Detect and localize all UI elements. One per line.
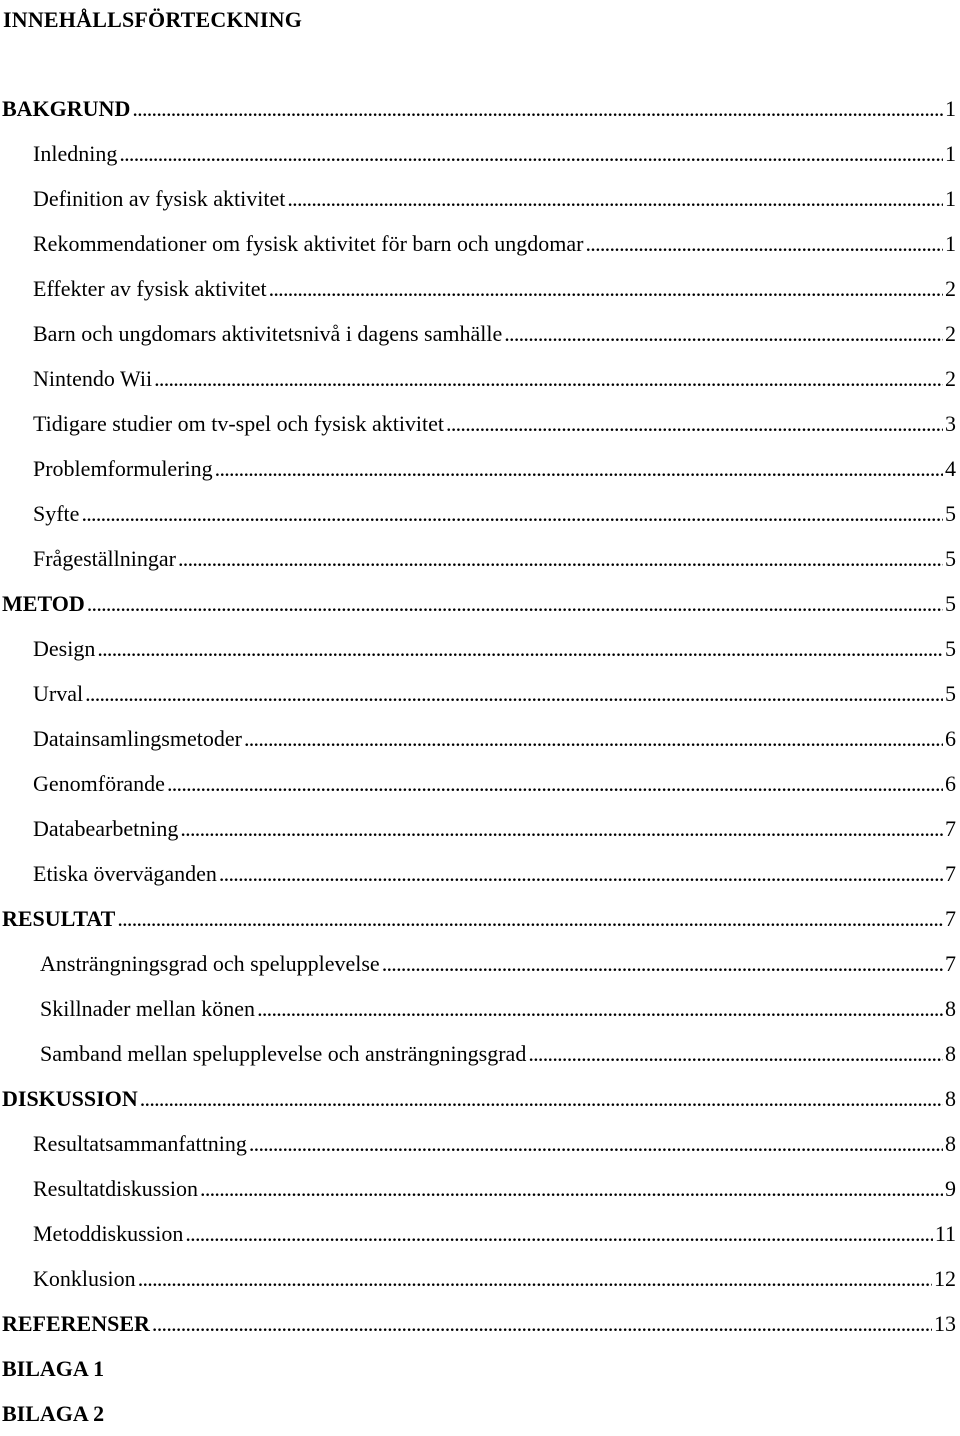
toc-dot-leader bbox=[200, 1166, 943, 1211]
toc-dot-leader bbox=[244, 716, 943, 761]
toc-dot-leader bbox=[138, 1256, 932, 1301]
toc-dot-leader bbox=[528, 1031, 943, 1076]
toc-page-number: 3 bbox=[945, 411, 956, 436]
toc-subsection-entry[interactable] bbox=[0, 806, 960, 851]
toc-dot-leader bbox=[446, 401, 943, 446]
toc-page-number: 5 bbox=[945, 546, 956, 571]
toc-entry-label: Frågeställningar bbox=[33, 546, 176, 571]
toc-entry-label: REFERENSER bbox=[2, 1311, 150, 1336]
toc-subsection-entry[interactable] bbox=[0, 671, 960, 716]
toc-dot-leader bbox=[180, 806, 943, 851]
toc-subsection-entry[interactable] bbox=[0, 1256, 960, 1301]
toc-page-number: 5 bbox=[945, 591, 956, 616]
toc-section-entry[interactable] bbox=[0, 896, 960, 941]
toc-entry-label: Inledning bbox=[33, 141, 118, 166]
toc-page-number: 1 bbox=[945, 141, 956, 166]
toc-dot-leader bbox=[382, 941, 943, 986]
toc-subsection-entry[interactable] bbox=[0, 356, 960, 401]
toc-dot-leader bbox=[167, 761, 943, 806]
toc-page-number: 8 bbox=[945, 1131, 956, 1156]
toc-section-entry[interactable] bbox=[0, 581, 960, 626]
toc-subsection-entry[interactable] bbox=[0, 446, 960, 491]
toc-entry-label: Syfte bbox=[33, 501, 80, 526]
toc-section-entry[interactable] bbox=[0, 1076, 960, 1121]
toc-dot-leader bbox=[287, 176, 943, 221]
toc-entry-label: RESULTAT bbox=[2, 906, 116, 931]
toc-entry-label: Resultatsammanfattning bbox=[33, 1131, 247, 1156]
toc-entry-label: Definition av fysisk aktivitet bbox=[33, 186, 286, 211]
toc-subsection-entry[interactable] bbox=[0, 536, 960, 581]
toc-subsection-entry[interactable] bbox=[0, 716, 960, 761]
toc-page-number: 1 bbox=[945, 96, 956, 121]
toc-dot-leader bbox=[97, 626, 943, 671]
toc-dot-leader bbox=[215, 446, 943, 491]
toc-page-number: 9 bbox=[945, 1176, 956, 1201]
toc-dot-leader bbox=[257, 986, 943, 1031]
toc-page-number: 7 bbox=[945, 951, 956, 976]
toc-section-entry[interactable] bbox=[0, 1346, 960, 1391]
toc-dot-leader bbox=[87, 581, 943, 626]
toc-dot-leader bbox=[117, 896, 943, 941]
toc-subsection-entry[interactable] bbox=[0, 491, 960, 536]
toc-dot-leader bbox=[85, 671, 943, 716]
toc-page-number: 5 bbox=[945, 501, 956, 526]
toc-page-number: 1 bbox=[945, 231, 956, 256]
toc-subsection-entry[interactable] bbox=[0, 176, 960, 221]
toc-entry-label: Metoddiskussion bbox=[33, 1221, 184, 1246]
toc-subsection-entry[interactable] bbox=[0, 221, 960, 266]
toc-subsection-entry[interactable] bbox=[0, 1166, 960, 1211]
toc-entry-label: BILAGA 2 bbox=[2, 1401, 105, 1426]
toc-page-number: 7 bbox=[945, 861, 956, 886]
toc-entry-label: Datainsamlingsmetoder bbox=[33, 726, 242, 751]
toc-entry-label: Resultatdiskussion bbox=[33, 1176, 199, 1201]
toc-dot-leader bbox=[219, 851, 943, 896]
toc-page-number: 6 bbox=[945, 726, 956, 751]
toc-subsection-entry[interactable] bbox=[0, 941, 960, 986]
toc-entry-label: BAKGRUND bbox=[2, 96, 131, 121]
toc-page-number: 7 bbox=[945, 906, 956, 931]
toc-page-number: 6 bbox=[945, 771, 956, 796]
toc-subsection-entry[interactable] bbox=[0, 131, 960, 176]
toc-page-number: 2 bbox=[945, 276, 956, 301]
toc-dot-leader bbox=[132, 86, 943, 131]
toc-entry-label: Effekter av fysisk aktivitet bbox=[33, 276, 267, 301]
toc-entry-label: Genomförande bbox=[33, 771, 165, 796]
toc-entry-label: Konklusion bbox=[33, 1266, 136, 1291]
toc-heading: INNEHÅLLSFÖRTECKNING bbox=[3, 7, 303, 32]
toc-dot-leader bbox=[119, 131, 943, 176]
toc-page-number: 2 bbox=[945, 321, 956, 346]
toc-dot-leader bbox=[269, 266, 943, 311]
toc-page-number: 5 bbox=[945, 681, 956, 706]
toc-dot-leader bbox=[81, 491, 943, 536]
toc-dot-leader bbox=[249, 1121, 943, 1166]
toc-entry-label: Databearbetning bbox=[33, 816, 179, 841]
toc-entry-label: METOD bbox=[2, 591, 85, 616]
toc-subsection-entry[interactable] bbox=[0, 626, 960, 671]
toc-entry-label: Urval bbox=[33, 681, 84, 706]
toc-subsection-entry[interactable] bbox=[0, 1031, 960, 1076]
toc-page-number: 13 bbox=[934, 1311, 956, 1336]
toc-entry-label: Barn och ungdomars aktivitetsnivå i dagens samhälle bbox=[33, 321, 503, 346]
toc-entry-label: Nintendo Wii bbox=[33, 366, 153, 391]
toc-subsection-entry[interactable] bbox=[0, 761, 960, 806]
toc-page-number: 7 bbox=[945, 816, 956, 841]
toc-entry-label: Ansträngningsgrad och spelupplevelse bbox=[40, 951, 380, 976]
toc-section-entry[interactable] bbox=[0, 1301, 960, 1346]
toc-entry-label: Samband mellan spelupplevelse och ansträngningsgrad bbox=[40, 1041, 527, 1066]
toc-subsection-entry[interactable] bbox=[0, 1211, 960, 1256]
toc-page-number: 5 bbox=[945, 636, 956, 661]
toc-page-number: 11 bbox=[934, 1221, 956, 1246]
toc-page-number: 4 bbox=[945, 456, 956, 481]
toc-page-number: 1 bbox=[945, 186, 956, 211]
toc-subsection-entry[interactable] bbox=[0, 266, 960, 311]
toc-subsection-entry[interactable] bbox=[0, 986, 960, 1031]
toc-subsection-entry[interactable] bbox=[0, 1121, 960, 1166]
toc-page-number: 8 bbox=[945, 996, 956, 1021]
toc-entry-label: BILAGA 1 bbox=[2, 1356, 105, 1381]
toc-entry-label: Design bbox=[33, 636, 96, 661]
toc-page-number: 8 bbox=[945, 1086, 956, 1111]
toc-entry-label: Skillnader mellan könen bbox=[40, 996, 256, 1021]
toc-dot-leader bbox=[140, 1076, 943, 1121]
toc-dot-leader bbox=[585, 221, 943, 266]
toc-dot-leader bbox=[152, 1301, 932, 1346]
toc-page-number: 8 bbox=[945, 1041, 956, 1066]
toc-dot-leader bbox=[504, 311, 943, 356]
toc-dot-leader bbox=[185, 1211, 932, 1256]
toc-entry-label: Problemformulering bbox=[33, 456, 213, 481]
toc-subsection-entry[interactable] bbox=[0, 851, 960, 896]
toc-subsection-entry[interactable] bbox=[0, 401, 960, 446]
toc-subsection-entry[interactable] bbox=[0, 311, 960, 356]
toc-entry-label: Tidigare studier om tv-spel och fysisk aktivitet bbox=[33, 411, 445, 436]
toc-section-entry[interactable] bbox=[0, 86, 960, 131]
toc-page-number: 2 bbox=[945, 366, 956, 391]
toc-entry-label: Etiska överväganden bbox=[33, 861, 217, 886]
table-of-contents bbox=[0, 86, 960, 1436]
toc-dot-leader bbox=[178, 536, 943, 581]
toc-entry-label: Rekommendationer om fysisk aktivitet för barn och ungdomar bbox=[33, 231, 584, 256]
toc-entry-label: DISKUSSION bbox=[2, 1086, 138, 1111]
toc-page-number: 12 bbox=[934, 1266, 956, 1291]
toc-dot-leader bbox=[154, 356, 943, 401]
toc-section-entry[interactable] bbox=[0, 1391, 960, 1436]
